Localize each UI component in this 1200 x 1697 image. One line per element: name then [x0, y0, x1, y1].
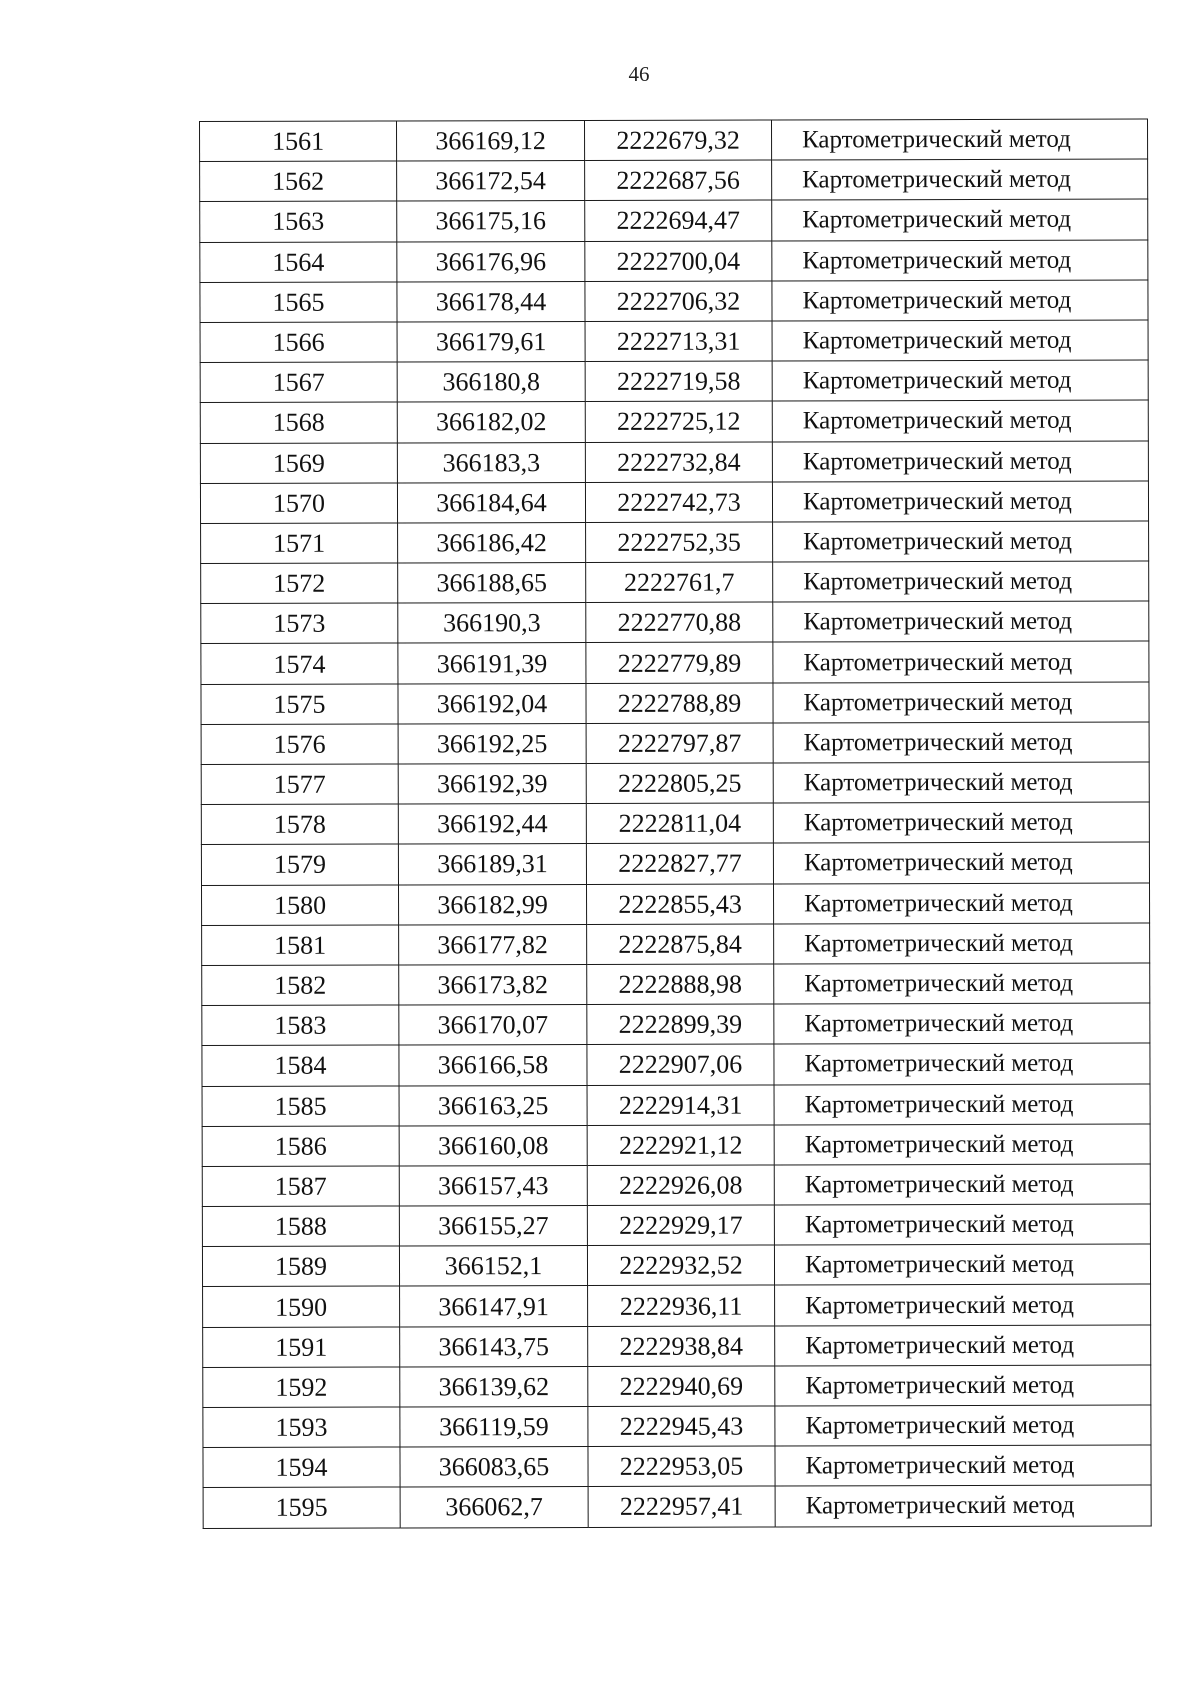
x-coordinate-cell: 366183,3 [397, 442, 585, 483]
method-cell: Картометрический метод [773, 883, 1149, 924]
x-coordinate-cell: 366191,39 [398, 643, 586, 684]
method-cell: Картометрический метод [774, 1003, 1150, 1044]
y-coordinate-cell: 2222788,89 [586, 683, 773, 724]
y-coordinate-cell: 2222926,08 [587, 1165, 774, 1206]
y-coordinate-cell: 2222779,89 [586, 642, 773, 683]
table-row [201, 682, 1149, 725]
method-cell: Картометрический метод [771, 119, 1147, 160]
x-coordinate-cell: 366180,8 [397, 362, 585, 403]
y-coordinate-cell: 2222929,17 [587, 1205, 774, 1246]
method-cell: Картометрический метод [773, 762, 1149, 803]
y-coordinate-cell: 2222752,35 [586, 522, 773, 563]
y-coordinate-cell: 2222742,73 [585, 482, 772, 523]
point-number-cell: 1591 [203, 1327, 400, 1368]
x-coordinate-cell: 366177,82 [399, 924, 587, 965]
x-coordinate-cell: 366163,25 [399, 1085, 587, 1126]
y-coordinate-cell: 2222761,7 [586, 562, 773, 603]
method-cell: Картометрический метод [774, 1043, 1150, 1084]
x-coordinate-cell: 366155,27 [399, 1206, 587, 1247]
table-row [202, 1003, 1150, 1046]
method-cell: Картометрический метод [774, 1204, 1150, 1245]
method-cell: Картометрический метод [774, 1084, 1150, 1125]
x-coordinate-cell: 366179,61 [397, 321, 585, 362]
method-cell: Картометрический метод [773, 722, 1149, 763]
point-number-cell: 1569 [200, 442, 397, 483]
point-number-cell: 1577 [201, 764, 398, 805]
y-coordinate-cell: 2222936,11 [588, 1285, 775, 1326]
point-number-cell: 1578 [201, 804, 398, 845]
point-number-cell: 1573 [201, 603, 398, 644]
x-coordinate-cell: 366157,43 [399, 1165, 587, 1206]
y-coordinate-cell: 2222855,43 [586, 884, 773, 925]
y-coordinate-cell: 2222694,47 [585, 200, 772, 241]
y-coordinate-cell: 2222932,52 [587, 1245, 774, 1286]
x-coordinate-cell: 366192,25 [398, 723, 586, 764]
method-cell: Картометрический метод [772, 280, 1148, 321]
x-coordinate-cell: 366192,39 [398, 763, 586, 804]
x-coordinate-cell: 366169,12 [397, 120, 585, 161]
y-coordinate-cell: 2222888,98 [587, 964, 774, 1005]
page-number: 46 [628, 62, 650, 86]
table-row [203, 1485, 1151, 1528]
y-coordinate-cell: 2222907,06 [587, 1044, 774, 1085]
y-coordinate-cell: 2222945,43 [588, 1406, 775, 1447]
method-cell: Картометрический метод [772, 360, 1148, 401]
y-coordinate-cell: 2222938,84 [588, 1326, 775, 1367]
table-row [201, 722, 1149, 765]
y-coordinate-cell: 2222706,32 [585, 281, 772, 322]
method-cell: Картометрический метод [772, 159, 1148, 200]
point-number-cell: 1583 [202, 1005, 399, 1046]
x-coordinate-cell: 366190,3 [398, 603, 586, 644]
x-coordinate-cell: 366170,07 [399, 1005, 587, 1046]
table-row [200, 119, 1148, 162]
table-row [203, 1365, 1151, 1408]
x-coordinate-cell: 366188,65 [398, 563, 586, 604]
method-cell: Картометрический метод [772, 400, 1148, 441]
table-row [200, 320, 1148, 363]
y-coordinate-cell: 2222679,32 [585, 120, 772, 161]
x-coordinate-cell: 366062,7 [400, 1487, 588, 1528]
table-row [200, 481, 1148, 524]
table-row [202, 923, 1150, 966]
y-coordinate-cell: 2222770,88 [586, 602, 773, 643]
point-number-cell: 1571 [201, 523, 398, 564]
point-number-cell: 1580 [202, 885, 399, 926]
x-coordinate-cell: 366139,62 [400, 1366, 588, 1407]
point-number-cell: 1576 [201, 724, 398, 765]
point-number-cell: 1567 [200, 362, 397, 403]
method-cell: Картометрический метод [774, 1244, 1150, 1285]
x-coordinate-cell: 366175,16 [397, 201, 585, 242]
table-row [200, 240, 1148, 283]
point-number-cell: 1586 [202, 1126, 399, 1167]
method-cell: Картометрический метод [773, 521, 1149, 562]
table-row [202, 1244, 1150, 1287]
method-cell: Картометрический метод [772, 320, 1148, 361]
coordinates-table [199, 119, 1152, 1529]
method-cell: Картометрический метод [774, 1124, 1150, 1165]
x-coordinate-cell: 366119,59 [400, 1406, 588, 1447]
method-cell: Картометрический метод [773, 641, 1149, 682]
point-number-cell: 1575 [201, 684, 398, 725]
x-coordinate-cell: 366189,31 [398, 844, 586, 885]
method-cell: Картометрический метод [775, 1445, 1151, 1486]
y-coordinate-cell: 2222899,39 [587, 1004, 774, 1045]
point-number-cell: 1564 [200, 242, 397, 283]
point-number-cell: 1589 [202, 1246, 399, 1287]
x-coordinate-cell: 366173,82 [399, 964, 587, 1005]
method-cell: Картометрический метод [774, 923, 1150, 964]
table-row [201, 601, 1149, 644]
y-coordinate-cell: 2222827,77 [586, 843, 773, 884]
x-coordinate-cell: 366172,54 [397, 161, 585, 202]
point-number-cell: 1572 [201, 563, 398, 604]
y-coordinate-cell: 2222725,12 [585, 401, 772, 442]
method-cell: Картометрический метод [775, 1365, 1151, 1406]
x-coordinate-cell: 366186,42 [398, 522, 586, 563]
point-number-cell: 1570 [200, 483, 397, 524]
point-number-cell: 1595 [203, 1487, 400, 1528]
method-cell: Картометрический метод [775, 1405, 1151, 1446]
point-number-cell: 1565 [200, 282, 397, 323]
coordinates-table-body [200, 119, 1152, 1528]
point-number-cell: 1593 [203, 1407, 400, 1448]
table-row [203, 1325, 1151, 1368]
y-coordinate-cell: 2222875,84 [587, 924, 774, 965]
x-coordinate-cell: 366160,08 [399, 1125, 587, 1166]
method-cell: Картометрический метод [772, 441, 1148, 482]
table-row [203, 1405, 1151, 1448]
x-coordinate-cell: 366184,64 [397, 482, 585, 523]
table-row [203, 1284, 1151, 1327]
y-coordinate-cell: 2222713,31 [585, 321, 772, 362]
point-number-cell: 1579 [201, 844, 398, 885]
point-number-cell: 1592 [203, 1367, 400, 1408]
point-number-cell: 1584 [202, 1045, 399, 1086]
table-row [203, 1445, 1151, 1488]
x-coordinate-cell: 366147,91 [400, 1286, 588, 1327]
y-coordinate-cell: 2222811,04 [586, 803, 773, 844]
method-cell: Картометрический метод [773, 842, 1149, 883]
table-row [202, 1084, 1150, 1127]
method-cell: Картометрический метод [772, 240, 1148, 281]
method-cell: Картометрический метод [773, 561, 1149, 602]
point-number-cell: 1566 [200, 322, 397, 363]
table-row [200, 199, 1148, 242]
method-cell: Картометрический метод [775, 1284, 1151, 1325]
method-cell: Картометрический метод [773, 601, 1149, 642]
table-row [201, 521, 1149, 564]
method-cell: Картометрический метод [775, 1325, 1151, 1366]
y-coordinate-cell: 2222940,69 [588, 1366, 775, 1407]
point-number-cell: 1594 [203, 1447, 400, 1488]
x-coordinate-cell: 366192,04 [398, 683, 586, 724]
table-row [201, 762, 1149, 805]
point-number-cell: 1574 [201, 643, 398, 684]
point-number-cell: 1568 [200, 402, 397, 443]
table-row [202, 1043, 1150, 1086]
y-coordinate-cell: 2222732,84 [585, 442, 772, 483]
point-number-cell: 1587 [202, 1166, 399, 1207]
point-number-cell: 1585 [202, 1085, 399, 1126]
y-coordinate-cell: 2222921,12 [587, 1125, 774, 1166]
table-row [200, 280, 1148, 323]
method-cell: Картометрический метод [773, 682, 1149, 723]
table-row [200, 360, 1148, 403]
point-number-cell: 1581 [202, 925, 399, 966]
table-row [202, 1204, 1150, 1247]
x-coordinate-cell: 366143,75 [400, 1326, 588, 1367]
table-row [201, 641, 1149, 684]
table-row [200, 159, 1148, 202]
y-coordinate-cell: 2222805,25 [586, 763, 773, 804]
x-coordinate-cell: 366182,99 [398, 884, 586, 925]
y-coordinate-cell: 2222797,87 [586, 723, 773, 764]
point-number-cell: 1588 [202, 1206, 399, 1247]
y-coordinate-cell: 2222700,04 [585, 241, 772, 282]
x-coordinate-cell: 366152,1 [399, 1246, 587, 1287]
table-row [202, 1124, 1150, 1167]
point-number-cell: 1582 [202, 965, 399, 1006]
point-number-cell: 1590 [203, 1286, 400, 1327]
table-row [201, 561, 1149, 604]
point-number-cell: 1561 [200, 121, 397, 162]
x-coordinate-cell: 366083,65 [400, 1447, 588, 1488]
table-row [202, 1164, 1150, 1207]
x-coordinate-cell: 366176,96 [397, 241, 585, 282]
point-number-cell: 1562 [200, 161, 397, 202]
table-row [201, 802, 1149, 845]
y-coordinate-cell: 2222687,56 [585, 160, 772, 201]
method-cell: Картометрический метод [775, 1485, 1151, 1526]
x-coordinate-cell: 366182,02 [397, 402, 585, 443]
method-cell: Картометрический метод [772, 199, 1148, 240]
point-number-cell: 1563 [200, 201, 397, 242]
table-row [200, 400, 1148, 443]
table-row [201, 842, 1149, 885]
y-coordinate-cell: 2222914,31 [587, 1084, 774, 1125]
table-row [202, 883, 1150, 926]
x-coordinate-cell: 366192,44 [398, 804, 586, 845]
x-coordinate-cell: 366178,44 [397, 281, 585, 322]
method-cell: Картометрический метод [773, 802, 1149, 843]
table-row [200, 441, 1148, 484]
y-coordinate-cell: 2222719,58 [585, 361, 772, 402]
method-cell: Картометрический метод [774, 1164, 1150, 1205]
y-coordinate-cell: 2222953,05 [588, 1446, 775, 1487]
method-cell: Картометрический метод [772, 481, 1148, 522]
y-coordinate-cell: 2222957,41 [588, 1486, 775, 1527]
table-row [202, 963, 1150, 1006]
x-coordinate-cell: 366166,58 [399, 1045, 587, 1086]
method-cell: Картометрический метод [774, 963, 1150, 1004]
